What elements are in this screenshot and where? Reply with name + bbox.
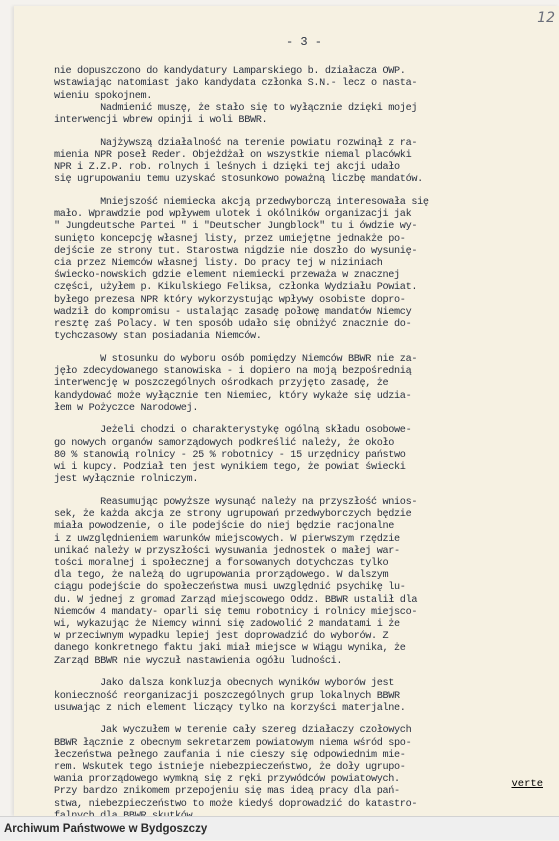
text-line: ciągu podejście do społeczeństwa musi uwzględnić psychikę lu-: [54, 582, 406, 594]
text-line: części, użyłem p. Kikulskiego Feliksa, członka Wydziału Powiat.: [54, 282, 418, 294]
text-line: resztę zaś Polacy. W ten sposób udało się obniżyć znacznie do-: [54, 319, 412, 331]
text-line: konieczność reorganizacji poszczególnych grup lokalnych BBWR: [54, 690, 400, 702]
page-number: - 3 -: [285, 35, 322, 49]
text-line: Jeżeli chodzi o charakterystykę ogólną składu osobowe-: [54, 425, 412, 437]
text-line: sunięto koncepcję własnej listy, przez umiejętne jednakże po-: [54, 233, 406, 245]
text-line: świecko-nowskich gdzie element niemiecki przeważa w znacznej: [54, 270, 400, 282]
paragraph: [54, 66, 554, 127]
text-line: dla tego, że należą do ugrupowania prorządowego. W dalszym: [54, 570, 389, 582]
paragraph: [54, 425, 554, 486]
text-line: Najżywszą działalność na terenie powiatu rozwinął z ra-: [54, 137, 418, 149]
text-line: rem. Wskutek tego istnieje niebezpieczeństwo, że doły ugrupo-: [54, 762, 406, 774]
text-line: wieniu spokojnem.: [54, 90, 152, 102]
verte-note: verte: [511, 778, 543, 790]
archive-footer: [0, 816, 559, 840]
text-line: nie dopuszczono do kandydatury Lamparskiego b. działacza OWP.: [54, 66, 406, 78]
text-line: go nowych organów samorządowych podkreślić należy, że około: [54, 437, 395, 449]
text-line: Niemców 4 mandaty- oparli się temu robotnicy i rolnicy miejsco-: [54, 606, 418, 618]
text-line: wstawiając natomiast jako kandydata członka S.N.- lecz o nasta-: [54, 78, 418, 90]
text-line: wania prorządowego wymkną się z ręki przywódców powiatowych.: [54, 774, 400, 786]
text-line: jęło zdecydowanego stanowiska - i dopiero na moją bezpośrednią: [54, 366, 412, 378]
text-line: Przy bardzo znikomem przepojeniu się mas ideą pracy dla pań-: [54, 786, 400, 798]
text-line: łeczeństwa pełnego zaufania i nie cieszy się odpowiednim mie-: [54, 749, 406, 761]
text-line: dejście ze strony tut. Starostwa nigdzie nie doszło do wysunię-: [54, 245, 418, 257]
text-line: byłego prezesa NPR który wykorzystując wpływy osobiste dopro-: [54, 294, 406, 306]
text-line: NPR i Z.Z.P. rob. rolnych i leśnych i dzięki tej akcji udało: [54, 162, 400, 174]
document-body: [54, 14, 554, 834]
text-line: wi i kupcy. Podział ten jest wynikiem tego, że powiat świecki: [54, 462, 406, 474]
text-line: stwa, niebezpieczeństwo to może kiedyś doprowadzić do katastro-: [54, 798, 418, 810]
text-line: danego konkretnego faktu jaki miał miejsce w Wiągu wynika, że: [54, 643, 406, 655]
text-line: 80 % stanowią rolnicy - 25 % robotnicy - 15 urzędnicy państwo: [54, 449, 406, 461]
text-line: Reasumując powyższe wysunąć należy na przyszłość wnios-: [54, 497, 418, 508]
text-line: " Jungdeutsche Partei " i "Deutscher Jungblock" tu i ówdzie wy-: [54, 221, 418, 233]
text-line: Nadmienić muszę, że stało się to wyłącznie dzięki mojej: [54, 102, 418, 114]
text-line: unikać należy w przyszłości wysuwania jednostek o małej war-: [54, 545, 400, 557]
text-line: jest wyłącznie rolniczym.: [54, 474, 199, 486]
text-line: cia przez Niemców własnej listy. Do pracy tej w niziniach: [54, 258, 383, 270]
paragraph: [54, 678, 554, 715]
text-line: mienia NPR poseł Reder. Objeżdżał on wszystkie niemal placówki: [54, 149, 412, 161]
text-line: interwencję w poszczególnych ośrodkach przyjęto zasadę, że: [54, 378, 389, 390]
text-line: Mniejszość niemiecka akcją przedwyborczą interesowała się: [54, 197, 429, 209]
archive-page-number: 12: [537, 10, 555, 26]
text-line: tości moralnej i społecznej a forsowanych dotychczas tylko: [54, 558, 389, 570]
text-line: W stosunku do wyboru osób pomiędzy Niemców BBWR nie za-: [54, 353, 418, 365]
paragraphs: [54, 66, 554, 823]
text-line: sek, że każda akcja ze strony ugrupowań przedwyborczych będzie: [54, 509, 412, 521]
text-line: usuwając z nich element liczący tylko na korzyści materjalne.: [54, 702, 406, 714]
text-line: tychczasowy stan posiadania Niemców.: [54, 331, 262, 343]
text-line: Zarząd BBWR nie wyczuł nastawienia ogółu ludności.: [54, 655, 343, 667]
text-line: Jak wyczułem w terenie cały szereg działaczy czołowych: [54, 725, 412, 737]
text-line: kandydować może wyłącznie ten Niemiec, który wykaże się udzia-: [54, 390, 412, 402]
text-line: i z uwzględnieniem warunków miejscowych. W pierwszym rzędzie: [54, 533, 400, 545]
paragraph: [54, 497, 554, 668]
paragraph: [54, 138, 554, 187]
text-line: mało. Wprawdzie pod wpływem ulotek i okólników organizacji jak: [54, 209, 412, 221]
text-line: du. W jednej z gromad Zarząd miejscowego Oddz. BBWR ustalił dla: [54, 594, 418, 606]
paragraph: [54, 725, 554, 823]
text-line: Jako dalsza konkluzja obecnych wyników wyborów jest: [54, 678, 395, 690]
text-line: wi, wykazując że Niemcy winni się zadowolić 2 mandatami i że: [54, 619, 400, 631]
text-line: wadził do kompromisu - ustalając zasadę połowę mandatów Niemcy: [54, 306, 412, 318]
text-line: się ugrupowaniu temu uzyskać stosunkowo poważną liczbę mandatów.: [54, 174, 423, 186]
text-line: miała powodzenie, o ile podejście do niej będzie racjonalne: [54, 521, 395, 533]
document-page: [14, 6, 559, 816]
text-line: BBWR łącznie z obecnym sekretarzem powiatowym niema wśród spo-: [54, 737, 412, 749]
paragraph: [54, 354, 554, 415]
text-line: interwencji wbrew opinji i woli BBWR.: [54, 115, 268, 127]
text-line: łem w Pożyczce Narodowej.: [54, 402, 199, 414]
archive-footer-label: Archiwum Państwowe w Bydgoszczy: [4, 823, 208, 835]
paragraph: [54, 197, 554, 343]
text-line: w przeciwnym wypadku lepiej jest doprowadzić do wyborów. Z: [54, 631, 389, 643]
